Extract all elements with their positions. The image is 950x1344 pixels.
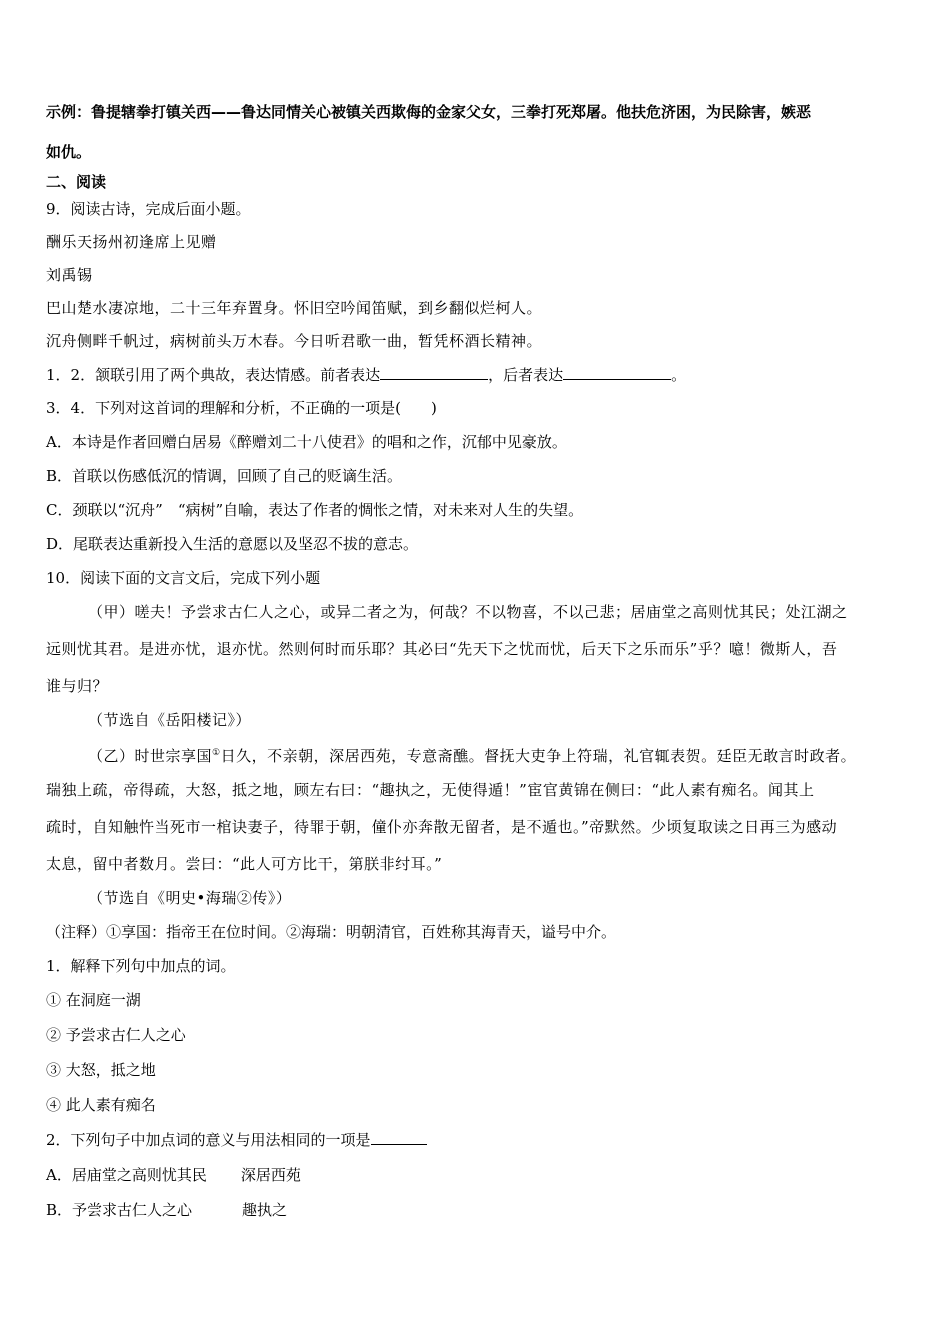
jia-line-1: （甲）嗟夫！予尝求古仁人之心，或异二者之为，何哉？不以物喜，不以己悲；居庙堂之高则忧其民；处江湖之 [88, 603, 848, 621]
yi-line-2: 瑞独上疏，帝得疏，大怒，抵之地，顾左右曰：“趣执之，无使得遁！”宦官黄锦在侧曰：“此人素有痴名。闻其上 [46, 781, 815, 799]
option-a-right: 深居西苑 [240, 1166, 301, 1184]
yi-line-1 [88, 743, 856, 766]
q9-option-d: D．尾联表达重新投入生活的意愿以及坚忍不拔的意志。 [46, 535, 419, 553]
yi-line-4: 太息，留中者数月。尝曰：“此人可方比干，第朕非纣耳。” [46, 855, 443, 873]
section-heading: 二、阅读 [46, 173, 107, 191]
q10-sub1-item-3: ③ 大怒，抵之地 [46, 1061, 156, 1079]
q10-sub2-option-b [46, 1200, 287, 1220]
annotation-note: （注释）①享国：指帝王在位时间。②海瑞：明朝清官，百姓称其海青天，谥号中介。 [46, 923, 617, 941]
jia-line-2: 远则忧其君。是进亦忧，退亦忧。然则何时而乐耶？其必曰“先天下之忧而忧，后天下之乐而乐”乎？噫！微斯人，吾 [46, 640, 838, 658]
option-b-left: B．予尝求古仁人之心 [46, 1201, 193, 1219]
jia-source: （节选自《岳阳楼记》） [88, 711, 252, 729]
q9-sub2: 3．4．下列对这首词的理解和分析，不正确的一项是( ) [46, 399, 437, 417]
poem-title: 酬乐天扬州初逢席上见赠 [46, 233, 217, 251]
footnote-ref-1: ① [212, 748, 221, 758]
yi-line-1-b: 日久，不亲朝，深居西苑，专意斋醮。督抚大吏争上符瑞，礼官辄表贺。廷臣无敢言时政者。 [220, 747, 857, 765]
q10-sub1-item-2: ② 予尝求古仁人之心 [46, 1026, 186, 1044]
poem-line-2: 沉舟侧畔千帆过，病树前头万木春。今日听君歌一曲，暂凭杯酒长精神。 [46, 332, 543, 350]
q10-sub2-text: 2．下列句子中加点词的意义与用法相同的一项是 [46, 1131, 371, 1149]
q10-sub1-item-4: ④ 此人素有痴名 [46, 1096, 156, 1114]
jia-line-3: 谁与归？ [46, 677, 109, 695]
q9-sub1 [46, 365, 686, 385]
yi-source: （节选自《明史•海瑞②传》） [88, 889, 292, 907]
q9-option-c: C．颈联以“沉舟” “病树”自喻，表达了作者的惆怅之情，对未来对人生的失望。 [46, 501, 584, 519]
option-b-right: 趣执之 [242, 1201, 288, 1219]
example-line-2: 如仇。 [46, 143, 92, 161]
q10-sub2 [46, 1130, 427, 1150]
poem-author: 刘禹锡 [46, 266, 93, 284]
q10-sub1: 1．解释下列句中加点的词。 [46, 957, 236, 975]
yi-line-1-a: （乙）时世宗享国 [88, 747, 213, 765]
q9-sub1-text-b: ，后者表达 [488, 366, 564, 384]
poem-line-1: 巴山楚水凄凉地，二十三年弃置身。怀旧空吟闻笛赋，到乡翻似烂柯人。 [46, 299, 543, 317]
q9-option-b: B．首联以伤感低沉的情调，回顾了自己的贬谪生活。 [46, 467, 403, 485]
q10-sub1-item-1: ① 在洞庭一湖 [46, 991, 141, 1009]
q9-sub1-text-c: 。 [671, 366, 687, 384]
q10-intro: 10．阅读下面的文言文后，完成下列小题 [46, 569, 321, 587]
q9-intro: 9．阅读古诗，完成后面小题。 [46, 200, 251, 218]
q10-sub2-option-a [46, 1165, 301, 1185]
option-a-left: A．居庙堂之高则忧其民 [46, 1166, 207, 1184]
answer-blank-2[interactable] [563, 365, 671, 380]
answer-blank-1[interactable] [380, 365, 488, 380]
q9-sub1-text-a: 1．2．颔联引用了两个典故，表达情感。前者表达 [46, 366, 381, 384]
example-line-1: 示例：鲁提辖拳打镇关西——鲁达同情关心被镇关西欺侮的金家父女，三拳打死郑屠。他扶危济困，为民除害，嫉恶 [46, 103, 812, 121]
yi-line-3: 疏时，自知触忤当死市一棺诀妻子，待罪于朝，僮仆亦奔散无留者，是不遁也。”帝默然。少顷复取读之日再三为感动 [46, 818, 838, 836]
q9-option-a: A．本诗是作者回赠白居易《醉赠刘二十八使君》的唱和之作，沉郁中见豪放。 [46, 433, 567, 451]
answer-blank-3[interactable] [371, 1130, 427, 1145]
